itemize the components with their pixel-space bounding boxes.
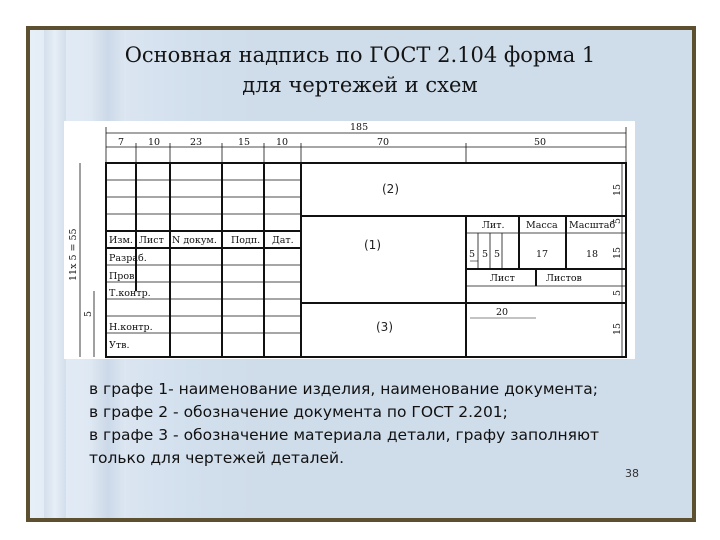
header-podp: Подп.: [231, 235, 261, 246]
dim-r5b: 5: [482, 249, 489, 260]
explanation-line-1: в графе 1- наименование изделия, наименование документа;: [89, 380, 598, 398]
dim-right-15a: 15: [612, 183, 623, 196]
dim-r5c: 5: [494, 249, 501, 260]
page-number: 38: [625, 467, 639, 480]
row-tkontr: Т.контр.: [109, 288, 151, 299]
dim-d2: 10: [148, 137, 161, 148]
label-massa: Масса: [526, 220, 558, 231]
header-ndokum: N докум.: [172, 235, 217, 246]
row-prov: Пров.: [109, 271, 138, 282]
field-1-label: (1): [364, 238, 381, 252]
header-data: Дат.: [272, 235, 294, 246]
header-izm: Изм.: [109, 235, 133, 246]
row-utv: Утв.: [109, 340, 130, 351]
label-masshtab: Масштаб: [569, 220, 616, 231]
slide-title-line2: для чертежей и схем: [242, 73, 478, 97]
field-2-label: (2): [382, 182, 399, 196]
dim-r17: 17: [536, 249, 549, 260]
dim-d1: 7: [118, 137, 125, 148]
dim-d6: 70: [377, 137, 390, 148]
dim-d7: 50: [534, 137, 547, 148]
dim-r18: 18: [586, 249, 599, 260]
dim-left-rows: 11x 5 = 55: [68, 228, 79, 281]
dim-r5a: 5: [469, 249, 476, 260]
dim-left-small: 5: [83, 310, 94, 317]
row-nkontr: Н.контр.: [109, 322, 153, 333]
dim-right-5a: 5: [612, 217, 623, 224]
header-list: Лист: [139, 235, 164, 246]
label-listov: Листов: [546, 273, 582, 284]
dim-total: 185: [350, 122, 369, 133]
column-decoration-left: [44, 30, 66, 518]
stamp-svg: [64, 121, 635, 359]
dim-d5: 10: [276, 137, 289, 148]
slide-title-line1: Основная надпись по ГОСТ 2.104 форма 1: [124, 43, 596, 67]
explanation-line-3: в графе 3 - обозначение материала детали, графу заполняют: [89, 426, 600, 444]
dim-right-15b: 15: [612, 246, 623, 259]
dim-r20: 20: [496, 307, 509, 318]
stamp-outline: [106, 163, 626, 357]
dim-right-5b: 5: [612, 289, 623, 296]
stamp-drawing: [64, 121, 635, 359]
dim-d3: 23: [190, 137, 203, 148]
dim-d4: 15: [238, 137, 251, 148]
dim-right-15c: 15: [612, 322, 623, 335]
explanation-text: [89, 378, 649, 470]
label-lit: Лит.: [482, 220, 505, 231]
field-3-label: (3): [376, 320, 393, 334]
row-razrab: Разраб.: [109, 253, 147, 264]
explanation-line-2: в графе 2 - обозначение документа по ГОСТ 2.201;: [89, 403, 508, 421]
explanation-line-4: только для чертежей деталей.: [89, 449, 345, 467]
label-list-right: Лист: [490, 273, 515, 284]
